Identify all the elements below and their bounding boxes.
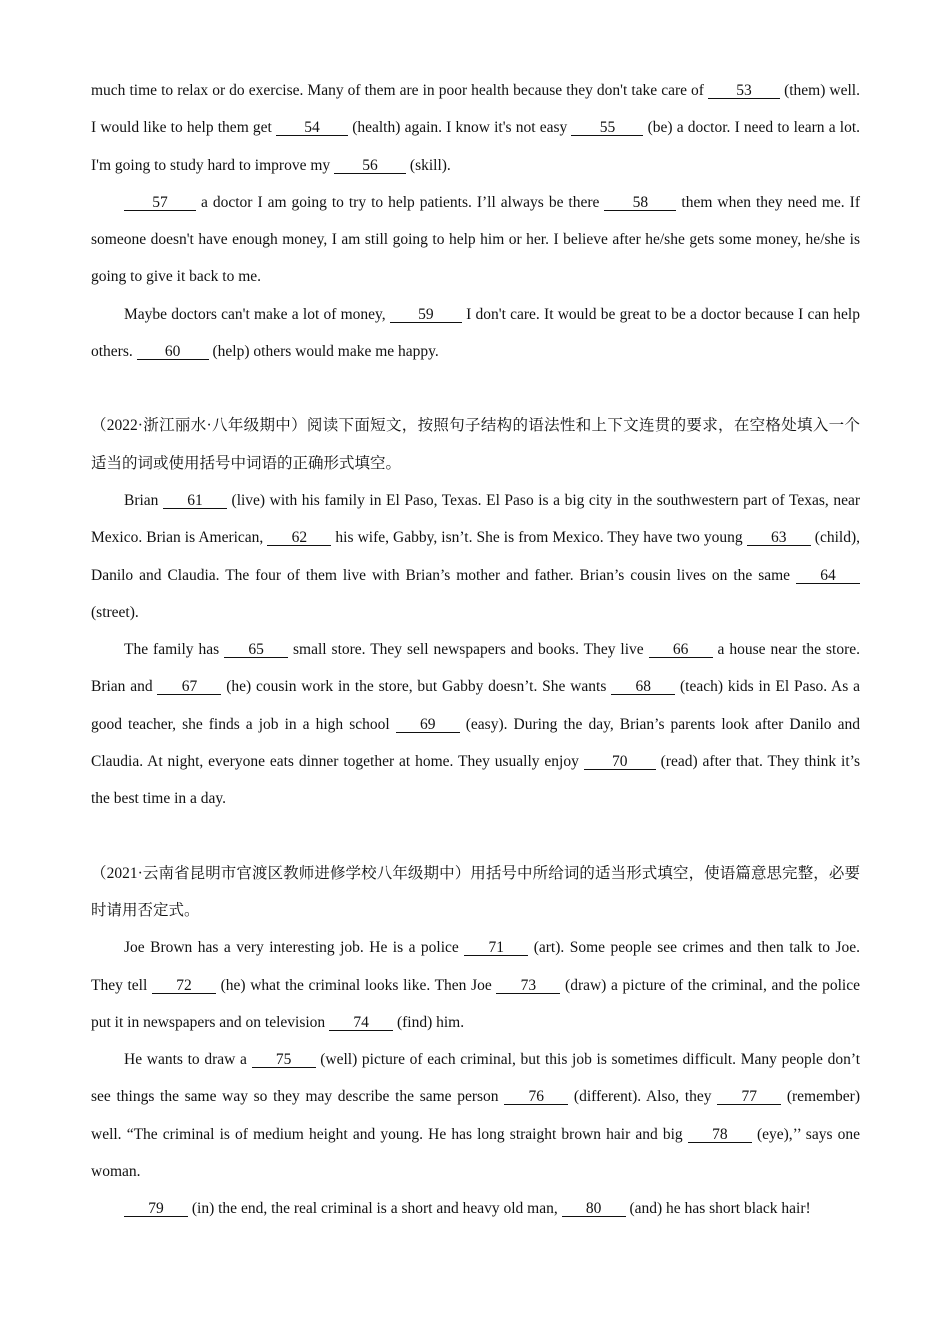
blank-57[interactable]: 57 xyxy=(124,195,196,211)
blank-73[interactable]: 73 xyxy=(496,978,560,994)
text: small store. They sell newspapers and books. They live xyxy=(288,641,649,659)
blank-76[interactable]: 76 xyxy=(504,1089,568,1105)
blank-68[interactable]: 68 xyxy=(611,679,675,695)
blank-54[interactable]: 54 xyxy=(276,120,348,136)
blank-79[interactable]: 79 xyxy=(124,1201,188,1217)
section-gap xyxy=(91,370,860,407)
text: his wife, Gabby, isn’t. She is from Mexico. They have two young xyxy=(331,529,747,547)
passage3-paragraph-2 xyxy=(91,1041,860,1190)
blank-75[interactable]: 75 xyxy=(252,1052,316,1068)
blank-65[interactable]: 65 xyxy=(224,642,288,658)
text: (read) after that. They think it’s the best time in a day. xyxy=(91,753,860,808)
blank-61[interactable]: 61 xyxy=(163,493,227,509)
text: (teach) kids in El Paso. As a good teacher, she finds a job in a high school xyxy=(91,678,860,733)
blank-78[interactable]: 78 xyxy=(688,1127,752,1143)
passage1-paragraph-1 xyxy=(91,72,860,184)
blank-60[interactable]: 60 xyxy=(137,344,209,360)
passage3-paragraph-1 xyxy=(91,929,860,1041)
text: (eye),’’ says one woman. xyxy=(91,1125,860,1181)
text: (draw) a picture of the criminal, and the police put it in newspapers and on television xyxy=(91,976,860,1031)
passage2-paragraph-2 xyxy=(91,631,860,817)
document-page xyxy=(91,72,860,1228)
blank-58[interactable]: 58 xyxy=(604,195,676,211)
text: a doctor I am going to try to help patients. I’ll always be there xyxy=(196,193,605,211)
blank-56[interactable]: 56 xyxy=(334,158,406,174)
text: (be) a doctor. I need to learn a lot. I'm going to study hard to improve my xyxy=(91,119,861,174)
text: a house near the store. Brian and xyxy=(91,641,860,696)
text: (in) the end, the real criminal is a short and heavy old man, xyxy=(188,1200,562,1218)
blank-69[interactable]: 69 xyxy=(396,717,460,733)
text: (help) others would make me happy. xyxy=(208,343,439,361)
text: (easy). During the day, Brian’s parents look after Danilo and Claudia. At night, everyone eats dinner together at home. They usually enjoy xyxy=(91,715,860,771)
blank-53[interactable]: 53 xyxy=(708,83,780,99)
text: (different). Also, they xyxy=(568,1088,718,1106)
text: (live) with his family in El Paso, Texas. El Paso is a big city in the southwestern part of Texas, near Mexico. Brian is American, xyxy=(91,491,860,547)
text: them when they need me. If someone doesn't have enough money, I am still going to help him or her. I believe after he/she gets some money, he/she is going to give it back to me. xyxy=(91,193,860,286)
text: He wants to draw a xyxy=(124,1051,252,1069)
text: (street). xyxy=(91,603,139,621)
blank-63[interactable]: 63 xyxy=(747,530,811,546)
blank-70[interactable]: 70 xyxy=(584,754,656,770)
blank-67[interactable]: 67 xyxy=(157,679,221,695)
text: (find) him. xyxy=(393,1013,465,1031)
blank-77[interactable]: 77 xyxy=(717,1089,781,1105)
text: (and) he has short black hair! xyxy=(625,1200,811,1218)
blank-64[interactable]: 64 xyxy=(796,568,860,584)
blank-72[interactable]: 72 xyxy=(152,978,216,994)
blank-62[interactable]: 62 xyxy=(267,530,331,546)
blank-59[interactable]: 59 xyxy=(390,307,462,323)
text: (health) again. I know it's not easy xyxy=(348,119,572,137)
blank-66[interactable]: 66 xyxy=(649,642,713,658)
text: (he) cousin work in the store, but Gabby doesn’t. She wants xyxy=(221,678,612,696)
text: much time to relax or do exercise. Many of them are in poor health because they don't take care of xyxy=(91,82,709,99)
text: (them) well. I would like to help them get xyxy=(91,82,860,137)
text: (skill). xyxy=(406,156,451,174)
passage2-paragraph-1 xyxy=(91,482,860,631)
passage1-paragraph-3 xyxy=(91,296,860,371)
passage2-instructions: （2022·浙江丽水·八年级期中）阅读下面短文，按照句子结构的语法性和上下文连贯的要求，在空格处填入一个适当的词或使用括号中词语的正确形式填空。 xyxy=(91,417,860,472)
text: (remember) well. “The criminal is of medium height and young. He has long straight brown hair and big xyxy=(91,1088,861,1143)
section-gap xyxy=(91,818,860,855)
blank-71[interactable]: 71 xyxy=(464,940,528,956)
text: I don't care. It would be great to be a doctor because I can help others. xyxy=(91,305,860,361)
text: Joe Brown has a very interesting job. He is a police xyxy=(124,939,465,957)
text: (art). Some people see crimes and then talk to Joe. They tell xyxy=(91,939,860,994)
text: The family has xyxy=(124,641,225,659)
blank-74[interactable]: 74 xyxy=(329,1015,393,1031)
text: (he) what the criminal looks like. Then Joe xyxy=(215,976,497,994)
blank-55[interactable]: 55 xyxy=(571,120,643,136)
passage1-paragraph-2 xyxy=(91,184,860,296)
blank-80[interactable]: 80 xyxy=(562,1201,626,1217)
text: (well) picture of each criminal, but this job is sometimes difficult. Many people don’t see things the same way so they may describe the same person xyxy=(91,1051,861,1106)
passage3-paragraph-3 xyxy=(91,1190,860,1227)
text: Brian xyxy=(124,491,163,509)
text: Maybe doctors can't make a lot of money, xyxy=(124,305,390,323)
passage3-instructions: （2021·云南省昆明市官渡区教师进修学校八年级期中）用括号中所给词的适当形式填空，使语篇意思完整，必要时请用否定式。 xyxy=(91,864,860,919)
text: (child), Danilo and Claudia. The four of them live with Brian’s mother and father. Brian’s cousin lives on the same xyxy=(91,529,860,584)
